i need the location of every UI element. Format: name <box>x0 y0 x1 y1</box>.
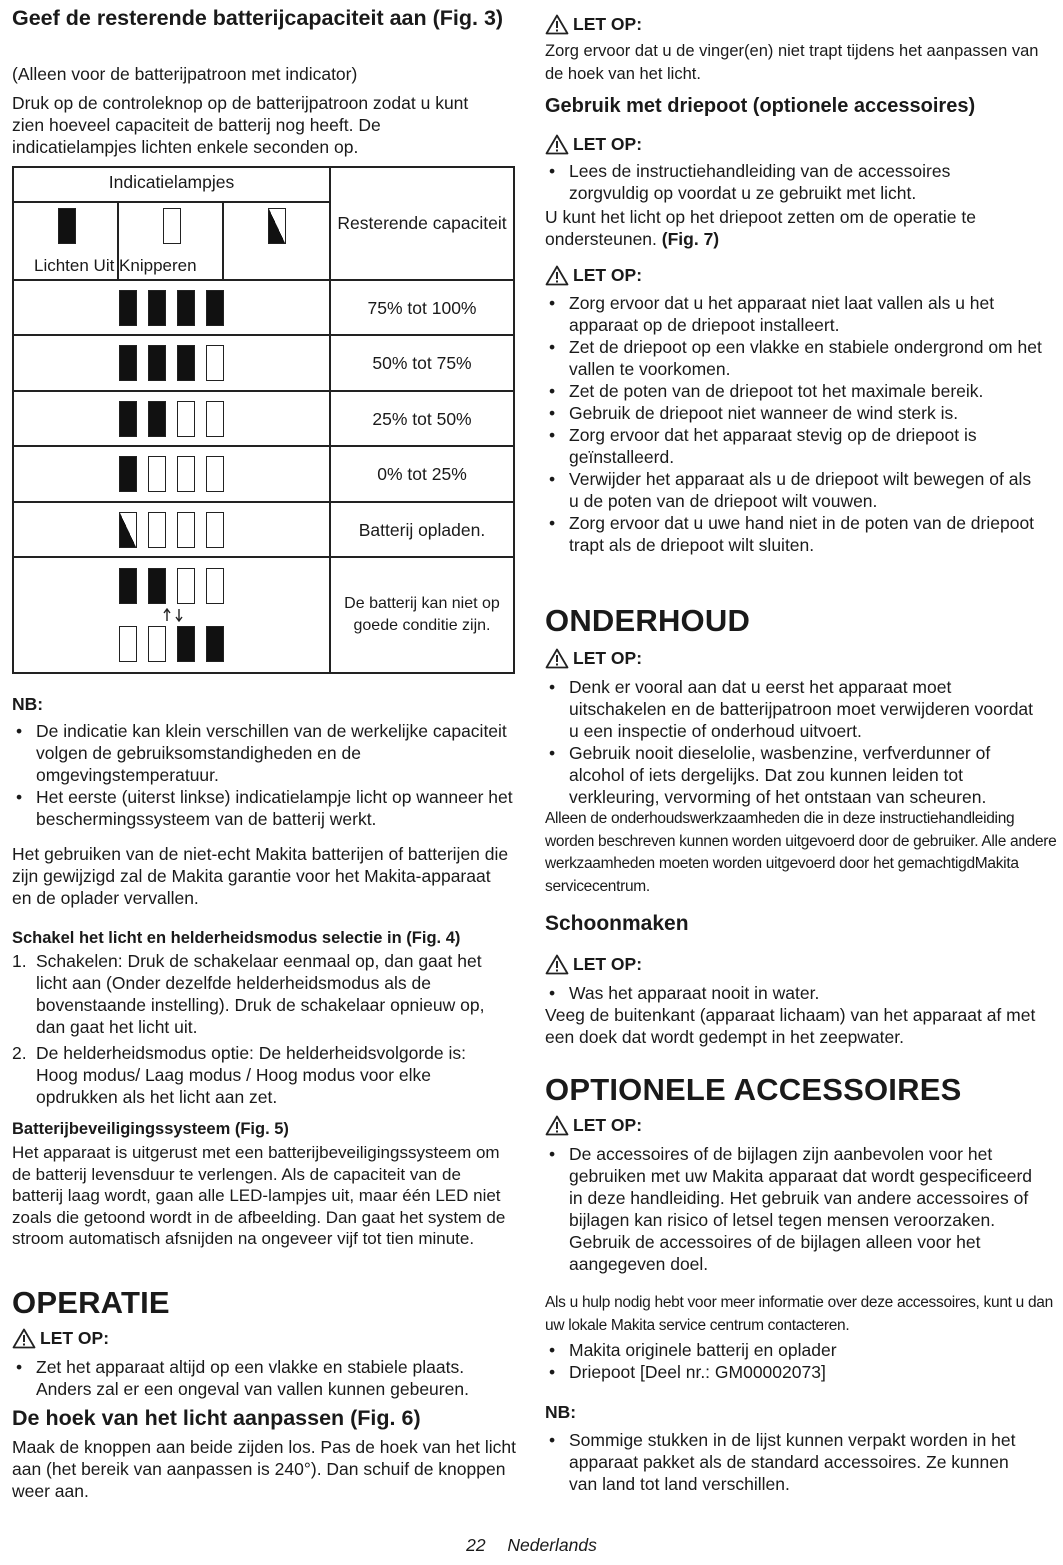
lamp-off <box>148 512 166 548</box>
warning-icon <box>545 1115 569 1136</box>
list-item: • Zorg ervoor dat u uwe hand niet in de poten van de driepoot trapt als de driepoot wilt sluiten. <box>545 512 1045 556</box>
heading-onderhoud: ONDERHOUD <box>545 603 751 638</box>
warning-icon <box>545 14 569 35</box>
capacity-value: 25% tot 50% <box>372 408 472 429</box>
legend-label: Lichten Uit Knipperen <box>34 256 197 275</box>
operatie-caution-list <box>12 1356 520 1400</box>
capacity-value: 75% tot 100% <box>367 297 477 318</box>
heading-operatie: OPERATIE <box>12 1285 170 1320</box>
nb-label: NB: <box>545 1402 577 1422</box>
lamp-on <box>119 456 137 492</box>
list-item: • Zorg ervoor dat u het apparaat niet laat vallen als u het apparaat op de driepoot installeert. <box>545 292 1045 336</box>
heading-battery-protection: Batterijbeveiligingssysteem (Fig. 5) <box>12 1120 289 1138</box>
tripod-body: U kunt het licht op het driepoot zetten om de operatie te ondersteunen. (Fig. 7) <box>545 207 976 249</box>
lamp-on <box>177 345 195 381</box>
list-item: • Het eerste (uiterst linkse) indicatielampje licht op wanneer het beschermingssysteem van de batterij werkt. <box>12 786 520 830</box>
heading-battery-capacity: Geef de resterende batterijcapaciteit aan (Fig. 3) <box>12 6 504 30</box>
lamp-off <box>177 512 195 548</box>
heading-schoonmaken: Schoonmaken <box>545 912 689 935</box>
schoonmaken-body: Veeg de buitenkant (apparaat lichaam) van het apparaat af met een doek dat wordt gedempt in het zeepwater. <box>545 1005 1036 1047</box>
list-item: • Verwijder het apparaat als u de driepoot wilt bewegen of als u de poten van de driepoot wilt vouwen. <box>545 468 1045 512</box>
warning-icon <box>545 954 569 975</box>
lamp-off <box>206 568 224 604</box>
angle-body: Maak de knoppen aan beide zijden los. Pas de hoek van het licht aan (het bereik van aanpassen is 240°). Dan schuif de knoppen weer aan. <box>12 1437 516 1501</box>
lamp-on <box>148 401 166 437</box>
tripod-caution-list <box>545 160 1025 204</box>
lamp-pattern <box>14 336 329 390</box>
list-item: • Zet de poten van de driepoot tot het maximale bereik. <box>545 380 1045 402</box>
onderhoud-body: Alleen de onderhoudswerkzaamheden die in deze instructiehandleiding worden beschreven kunnen worden uitgevoerd door de gebruiker. Alle andere werkzaamheden moeten worden uitgevoerd door het gemachtigdMakita servicecentrum. <box>545 810 1057 895</box>
lamp-pattern <box>14 624 329 664</box>
lamp-on <box>119 290 137 326</box>
lamp-on <box>148 345 166 381</box>
angle-caution-text: Zorg ervoor dat u de vinger(en) niet trapt tijdens het aanpassen van de hoek van het licht. <box>545 42 1039 83</box>
heading-angle: De hoek van het licht aanpassen (Fig. 6) <box>12 1406 421 1430</box>
footer-language: Nederlands <box>507 1535 597 1555</box>
heading-optionele-accessoires: OPTIONELE ACCESSOIRES <box>545 1072 962 1107</box>
lamp-on <box>148 568 166 604</box>
list-item: • Was het apparaat nooit in water. <box>545 982 1045 1004</box>
list-item: • De accessoires of de bijlagen zijn aanbevolen voor het gebruiken met uw Makita apparaat dat wordt gespecificeerd in deze handleiding. Het gebruik van andere accessoires of bijlagen kan risico of letsel tegen mensen veroorzaken. Gebruik de accessoires of de bijlagen alleen voor het aangegeven doel. <box>545 1143 1045 1275</box>
lamp-on <box>177 626 195 662</box>
caution-heading: LET OP: <box>545 13 642 35</box>
protection-body: Het apparaat is uitgerust met een batterijbeveiligingssysteem om de batterij levensduur te verlengen. Als de capaciteit van de batterij laag wordt, gaan alle LED-lampjes uit, maar één LED niet zoals die getoond wordt in de afbeelding. Dan gaat het system de stroom automatisch afsnijden na ongeveer vijf tot tien minute. <box>12 1143 506 1248</box>
page-number: 22 <box>466 1535 486 1555</box>
lamp-on <box>148 290 166 326</box>
capacity-note: (Alleen voor de batterijpatroon met indicator) <box>12 64 358 84</box>
lamp-off <box>206 512 224 548</box>
list-item: • Sommige stukken in de lijst kunnen verpakt worden in het apparaat pakket als de standard accessoires. Ze kunnen van land tot land verschillen. <box>545 1429 1025 1495</box>
lamp-pattern <box>14 281 329 334</box>
lamp-pattern <box>14 447 329 501</box>
list-item: • Gebruik de driepoot niet wanneer de wind sterk is. <box>545 402 1045 424</box>
caution-heading: LET OP: <box>545 1114 642 1136</box>
heading-tripod: Gebruik met driepoot (optionele accessoires) <box>545 95 976 117</box>
header-indicator-lamps: Indicatielampjes <box>108 172 235 192</box>
header-rule <box>14 201 329 203</box>
capacity-value: 50% tot 75% <box>372 353 472 373</box>
lamp-on <box>119 568 137 604</box>
lamp-blink <box>119 512 137 548</box>
nb-label: NB: <box>12 694 44 714</box>
legend-lamp-off <box>163 208 181 244</box>
list-item: 2. De helderheidsmodus optie: De helderheidsvolgorde is: Hoog modus/ Laag modus / Hoog modus voor elke opdrukken als het licht aan zet. <box>12 1043 466 1107</box>
capacity-body: Druk op de controleknop op de batterijpatroon zodat u kunt zien hoeveel capaciteit de batterij nog heeft. De indicatielampjes lichten enkele seconden op. <box>12 93 469 157</box>
lamp-off <box>177 401 195 437</box>
schoonmaken-caution-list <box>545 982 1045 1004</box>
caution-heading: LET OP: <box>545 647 642 669</box>
alternate-arrows-icon <box>161 608 185 622</box>
lamp-off <box>148 626 166 662</box>
accessoires-caution-list <box>545 1143 1045 1275</box>
accessoires-list <box>545 1339 1045 1383</box>
onderhoud-caution-list <box>545 676 1035 808</box>
lamp-pattern <box>14 566 329 606</box>
warning-icon <box>545 134 569 155</box>
capacity-value: De batterij kan niet op goede conditie zijn. <box>344 595 500 634</box>
accessoires-body: Als u hulp nodig hebt voor meer informatie over deze accessoires, kunt u dan uw lokale Makita service centrum contacteren. <box>545 1294 1053 1334</box>
lamp-off <box>206 401 224 437</box>
switch-list <box>12 950 512 1108</box>
nb-list <box>12 720 520 830</box>
lamp-off <box>206 456 224 492</box>
list-item: 1. Schakelen: Druk de schakelaar eenmaal op, dan gaat het licht aan (Onder dezelfde helderheidsmodus als de bovenstaande instelling). Druk de schakelaar opnieuw op, dan gaat het licht uit. <box>12 951 485 1037</box>
capacity-value: Batterij opladen. <box>358 519 486 540</box>
lamp-on <box>177 290 195 326</box>
caution-heading: LET OP: <box>545 264 642 286</box>
legend-lamp-on <box>58 208 76 244</box>
nb-list <box>545 1429 1025 1495</box>
warning-icon <box>12 1328 36 1349</box>
legend-divider <box>222 201 224 279</box>
lamp-off <box>206 345 224 381</box>
list-item: • Zet het apparaat altijd op een vlakke en stabiele plaats. Anders zal er een ongeval van vallen kunnen gebeuren. <box>12 1356 520 1400</box>
header-remaining-capacity: Resterende capaciteit <box>337 213 507 233</box>
warning-icon <box>545 648 569 669</box>
list-item: • Lees de instructiehandleiding van de accessoires zorgvuldig op voordat u ze gebruikt met licht. <box>545 160 1025 204</box>
heading-switch: Schakel het licht en helderheidsmodus selectie in (Fig. 4) <box>12 929 461 947</box>
lamp-on <box>119 401 137 437</box>
list-item: • Zet de driepoot op een vlakke en stabiele ondergrond om het vallen te voorkomen. <box>545 336 1045 380</box>
list-item: • De indicatie kan klein verschillen van de werkelijke capaciteit volgen de gebruiksomstandigheden en de omgevingstemperatuur. <box>12 720 520 786</box>
legend-lamp-blink <box>268 208 286 244</box>
battery-indicator-table <box>12 166 515 674</box>
caution-heading: LET OP: <box>545 133 642 155</box>
lamp-off <box>119 626 137 662</box>
lamp-pattern <box>14 503 329 556</box>
page-footer <box>0 1535 1063 1556</box>
lamp-off <box>177 568 195 604</box>
lamp-on <box>206 626 224 662</box>
list-item: • Makita originele batterij en oplader <box>545 1339 1045 1361</box>
warranty-text: Het gebruiken van de niet-echt Makita batterijen of batterijen die zijn gewijzigd zal de Makita garantie voor het Makita-apparaat en de oplader vervallen. <box>12 844 509 908</box>
lamp-pattern <box>14 392 329 445</box>
list-item: • Zorg ervoor dat het apparaat stevig op de driepoot is geïnstalleerd. <box>545 424 1045 468</box>
list-item: • Gebruik nooit dieselolie, wasbenzine, verfverdunner of alcohol of iets dergelijks. Dat zou kunnen leiden tot verkleuring, vervorming of het ontstaan van scheuren. <box>545 742 1035 808</box>
capacity-value: 0% tot 25% <box>377 464 467 484</box>
lamp-off <box>177 456 195 492</box>
caution-heading: LET OP: <box>12 1327 109 1349</box>
lamp-off <box>148 456 166 492</box>
warning-icon <box>545 265 569 286</box>
tripod-safety-list <box>545 292 1045 556</box>
lamp-on <box>206 290 224 326</box>
lamp-on <box>119 345 137 381</box>
list-item: • Driepoot [Deel nr.: GM00002073] <box>545 1361 1045 1383</box>
caution-heading: LET OP: <box>545 953 642 975</box>
list-item: • Denk er vooral aan dat u eerst het apparaat moet uitschakelen en de batterijpatroon moet verwijderen voordat u een inspectie of onderhoud uitvoert. <box>545 676 1035 742</box>
